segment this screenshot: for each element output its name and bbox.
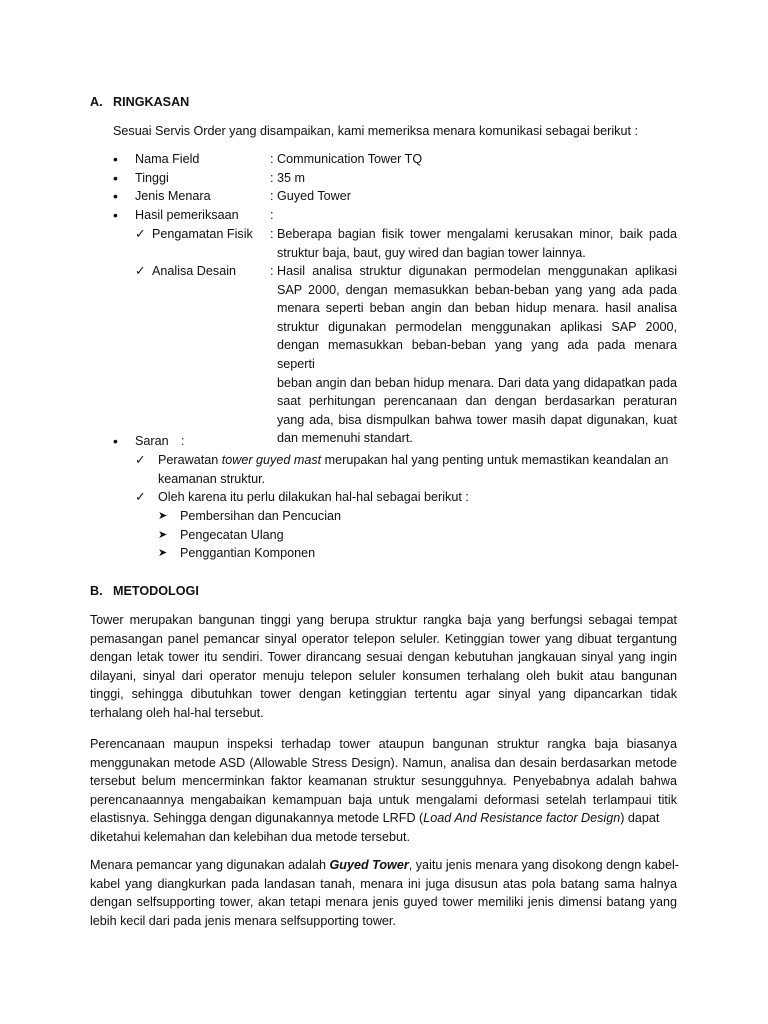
arrow-bullet-icon: ➤ <box>158 528 168 541</box>
paragraph-3: Menara pemancar yang digunakan adalah Guyed Tower, yaitu jenis menara yang disokong dengn kabel- kabel yang diangkurkan pada landasan tanah, menara ini juga disusun atas pola batang sama halnya dengan selfsupporting tower, akan tetapi menara jenis guyed tower memiliki jenis dimensi batang yang lebih kecil dari pada jenis menara selfsupporting tower. <box>90 858 680 928</box>
item-label: Hasil pemeriksaan <box>135 207 239 222</box>
check-colon: : <box>270 227 274 241</box>
saran-text-1: Perawatan tower guyed mast merupakan hal yang penting untuk memastikan keandalan an keamanan struktur. <box>158 453 669 486</box>
check-icon: ✓ <box>135 264 146 278</box>
paragraph-1: Tower merupakan bangunan tinggi yang berupa struktur rangka baja yang berfungsi sebagai tempat pemasangan panel pemancar sinyal operator telepon seluler. Ketinggian tower yang dibuat tergantung dengan letak tower itu sendiri. Tower dirancang sesuai dengan kebutuhan jangkauan sinyal yang ingin dilayani, sinyal dari operator menuju telepon seluler konsumen terhalang oleh bukit atau bangunan tinggi, sehingga dibutuhkan tower dengan ketinggian tertentu agar sinyal yang dipancarkan tidak terhalang oleh hal-hal tersebut. <box>90 613 677 720</box>
check-text: Beberapa bagian fisik tower mengalami kerusakan minor, baik pada struktur baja, baut, guy wired dan bagian tower lainnya. <box>277 227 677 260</box>
bullet-icon: • <box>113 151 118 167</box>
item-label: Tinggi <box>135 170 169 185</box>
arrow-bullet-icon: ➤ <box>158 510 168 522</box>
check-icon: ✓ <box>135 227 146 241</box>
item-value: : Guyed Tower <box>270 189 351 204</box>
section-b-title: METODOLOGI <box>113 584 199 598</box>
item-value: : Communication Tower TQ <box>270 152 423 166</box>
saran-colon: : <box>181 434 185 448</box>
bullet-icon: • <box>113 188 118 205</box>
item-label: Jenis Menara <box>135 189 211 204</box>
section-b-number: B. <box>90 584 103 598</box>
item-value: : 35 m <box>270 170 305 185</box>
saran-text-2: Oleh karena itu perlu dilakukan hal-hal sebagai berikut : <box>158 490 469 504</box>
section-a-number: A. <box>90 95 103 109</box>
item-label: Nama Field <box>135 152 200 166</box>
section-a-heading <box>90 93 190 112</box>
arrow-bullet-icon: ➤ <box>158 547 168 560</box>
check-label: Analisa Desain <box>152 264 237 278</box>
section-a-title: RINGKASAN <box>113 95 190 109</box>
bullet-icon: • <box>113 169 118 186</box>
document-page: A. RINGKASAN Sesuai Servis Order yang disampaikan, kami memeriksa menara komunikasi sebagai berikut : • Nama Field : Communication Tower TQ • Tinggi : 35 m • Jenis Menara : Guyed Tower • Hasil pemeriksaan : ✓ Pengamatan Fisik : Beberapa bagian fisik tower mengalami kerusakan minor, baik pada struktur baja, baut, guy wired dan bagian tower lainnya. ✓ Analisa Desain : Hasil analisa struktur digunakan permodelan menggunakan aplikasi SAP 2000, dengan memasukkan beban-beban yang yang ada pada menara seperti beban angin dan beban hidup menara. hasil analisa struktur digunakan permodelan menggunakan aplikasi SAP 2000, dengan memasukkan beban-beban yang yang ada pada menara seperti beban angin dan beban hidup menara. Dari data yang didapatkan pada saat perhitungan perencanaan dan dengan berdasarkan peraturan yang ada, bisa dismpulkan bahwa tower masih dapat digunakan, kuat dan memenuhi standart. • Saran : ✓ Perawatan tower guyed mast merupakan hal yang penting untuk memastikan keandalan an keamanan struktur. ✓ Oleh karena itu perlu dilakukan hal-hal sebagai berikut : ➤ Pembersihan dan Pencucian ➤ Pengecatan Ulang ➤ Penggantian Komponen B. METODOLOGI Tower merupakan bangunan tinggi yang berupa struktur rangka baja yang berfungsi sebagai tempat pemasangan panel pemancar sinyal operator telepon seluler. Ketinggian tower yang dibuat tergantung dengan letak tower itu sendiri. Tower dirancang sesuai dengan kebutuhan jangkauan sinyal yang ingin dilayani, sinyal dari operator menuju telepon seluler konsumen terhalang oleh bukit atau bangunan tinggi, sehingga dibutuhkan tower dengan ketinggian tertentu agar sinyal yang dipancarkan tidak terhalang oleh hal-hal tersebut. Perencanaan maupun inspeksi terhadap tower ataupun bangunan struktur rangka baja biasanya menggunakan metode ASD (Allowable Stress Design). Namun, analisa dan desain berdasarkan metode tersebut belum mencerminkan faktor keamanan struktur sesungguhnya. Penyebabnya adalah bahwa perencanaannya mengabaikan kemampuan baja untuk mengalami deformasi setelah terlampaui titik elastisnya. Sehingga dengan digunakannya metode LRFD (Load And Resistance factor Design) dapat diketahui kelemahan dan kelebihan dua metode tersebut. Menara pemancar yang digunakan adalah Guyed Tower, yaitu jenis menara yang disokong dengn kabel- kabel yang diangkurkan pada landasan tanah, menara ini juga disusun atas pola batang sama halnya dengan selfsupporting tower, akan tetapi menara jenis guyed tower memiliki jenis dimensi batang yang lebih kecil dari pada jenis menara selfsupporting tower. <box>0 0 768 1024</box>
saran-label: Saran <box>135 434 169 448</box>
bullet-icon: • <box>113 433 118 449</box>
check-colon: : <box>270 264 274 278</box>
bullet-icon: • <box>113 206 118 223</box>
section-b-heading <box>90 582 199 601</box>
check-label: Pengamatan Fisik <box>152 227 253 241</box>
item-value: : <box>270 207 274 222</box>
intro-text: Sesuai Servis Order yang disampaikan, kami memeriksa menara komunikasi sebagai berikut : <box>113 124 638 138</box>
paragraph-2: Perencanaan maupun inspeksi terhadap tower ataupun bangunan struktur rangka baja biasanya menggunakan metode ASD (Allowable Stress Design). Namun, analisa dan desain berdasarkan metode tersebut belum mencerminkan faktor keamanan struktur sesungguhnya. Penyebabnya adalah bahwa perencanaannya mengabaikan kemampuan baja untuk mengalami deformasi setelah terlampaui titik elastisnya. Sehingga dengan digunakannya metode LRFD (Load And Resistance factor Design) dapat diketahui kelemahan dan kelebihan dua metode tersebut. <box>90 737 677 844</box>
check-icon: ✓ <box>135 453 146 467</box>
check-icon: ✓ <box>135 490 146 504</box>
check-text: Hasil analisa struktur digunakan permodelan menggunakan aplikasi SAP 2000, dengan memasukkan beban-beban yang yang ada pada menara seperti beban angin dan beban hidup menara. hasil analisa struktur digunakan permodelan menggunakan aplikasi SAP 2000, dengan memasukkan beban-beban yang yang ada pada menara seperti beban angin dan beban hidup menara. Dari data yang didapatkan pada saat perhitungan perencanaan dan dengan berdasarkan peraturan yang ada, bisa dismpulkan bahwa tower masih dapat digunakan, kuat dan memenuhi standart. <box>277 264 677 446</box>
